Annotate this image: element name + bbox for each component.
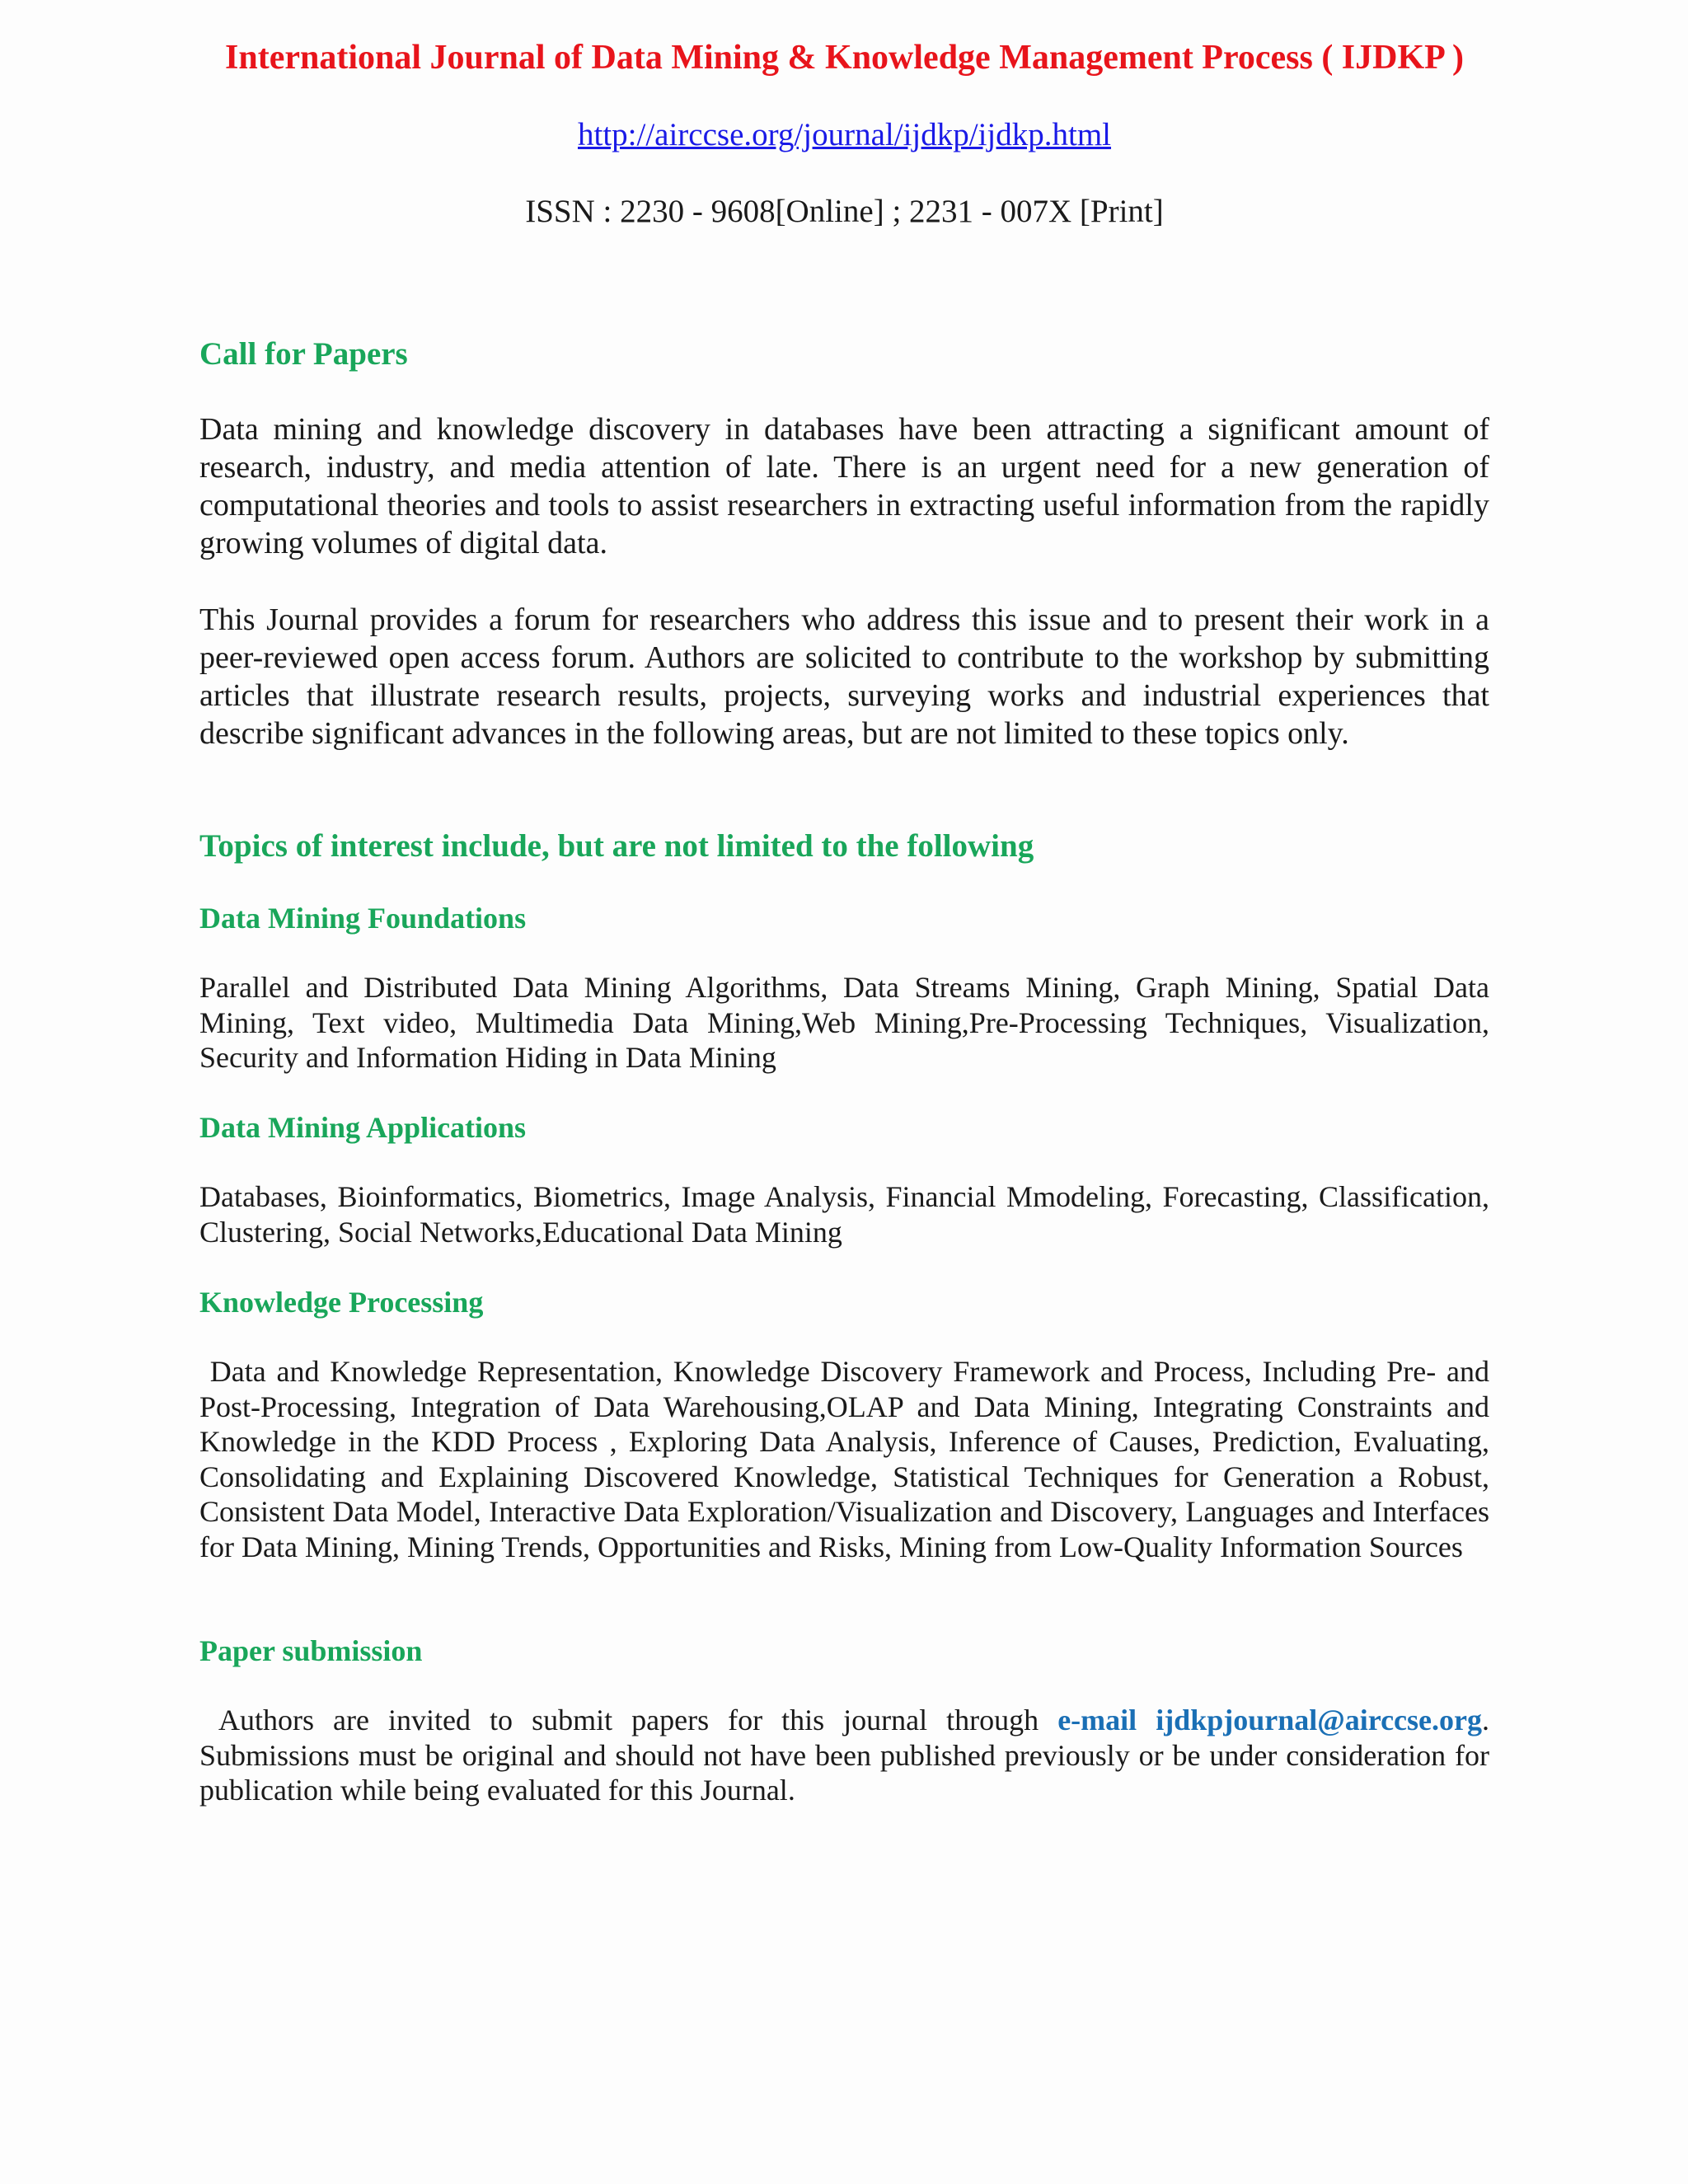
issn-line: ISSN : 2230 - 9608[Online] ; 2231 - 007X [Print] xyxy=(525,194,1164,229)
section-text-knowledge-processing: Data and Knowledge Representation, Knowledge Discovery Framework and Process, Including Pre- and Post-Processing, Integration of Data Warehousing,OLAP and Data Mining, Integrating Constraints and Knowledge in the KDD Process , Exploring Data Analysis, Inference of Causes, Prediction, Evaluating, Consolidating and Explaining Discovered Knowledge, Statistical Techniques for Generation a Robust, Consistent Data Model, Interactive Data Exploration/Visualization and Discovery, Languages and Interfaces for Data Mining, Mining Trends, Opportunities and Risks, Mining from Low-Quality Information Sources xyxy=(199,1355,1498,1563)
paper-submission-heading: Paper submission xyxy=(199,1634,423,1667)
forum-paragraph: This Journal provides a forum for researchers who address this issue and to present their work in a peer-reviewed open access forum. Authors are solicited to contribute to the workshop by submitting articles that illustrate research results, projects, surveying works and industrial experiences that describe significant advances in the following areas, but are not limited to these topics only. xyxy=(199,602,1489,751)
journal-url-line xyxy=(199,114,1489,157)
section-text-foundations: Parallel and Distributed Data Mining Algorithms, Data Streams Mining, Graph Mining, Spatial Data Mining, Text video, Multimedia Data Mining,Web Mining,Pre-Processing Techniques, Visualization, Security and Information Hiding in Data Mining xyxy=(199,971,1489,1074)
journal-title: International Journal of Data Mining & Knowledge Management Process ( IJDKP ) xyxy=(225,39,1464,77)
call-for-papers-heading: Call for Papers xyxy=(199,336,408,372)
topics-heading: Topics of interest include, but are not limited to the following xyxy=(199,828,1034,864)
section-heading-foundations: Data Mining Foundations xyxy=(199,902,527,935)
section-text-applications: Databases, Bioinformatics, Biometrics, Image Analysis, Financial Mmodeling, Forecasting, Classification, Clustering, Social Networks,Educational Data Mining xyxy=(199,1180,1489,1249)
journal-url-link[interactable]: http://airccse.org/journal/ijdkp/ijdkp.html xyxy=(577,117,1112,152)
submission-text-after: . Submissions must be original and should not have been published previously or be under consideration for publication while being evaluated for this Journal. xyxy=(199,1704,1497,1807)
submission-paragraph xyxy=(199,1703,1497,1808)
submission-text-before: Authors are invited to submit papers for this journal through xyxy=(199,1704,1058,1736)
intro-paragraph: Data mining and knowledge discovery in databases have been attracting a significant amount of research, industry, and media attention of late. There is an urgent need for a new generation of computational theories and tools to assist researchers in extracting useful information from the rapidly growing volumes of digital data. xyxy=(199,412,1489,560)
submission-email-link[interactable]: e-mail ijdkpjournal@airccse.org xyxy=(1057,1704,1482,1736)
section-heading-knowledge-processing: Knowledge Processing xyxy=(199,1286,484,1319)
section-heading-applications: Data Mining Applications xyxy=(199,1111,527,1144)
